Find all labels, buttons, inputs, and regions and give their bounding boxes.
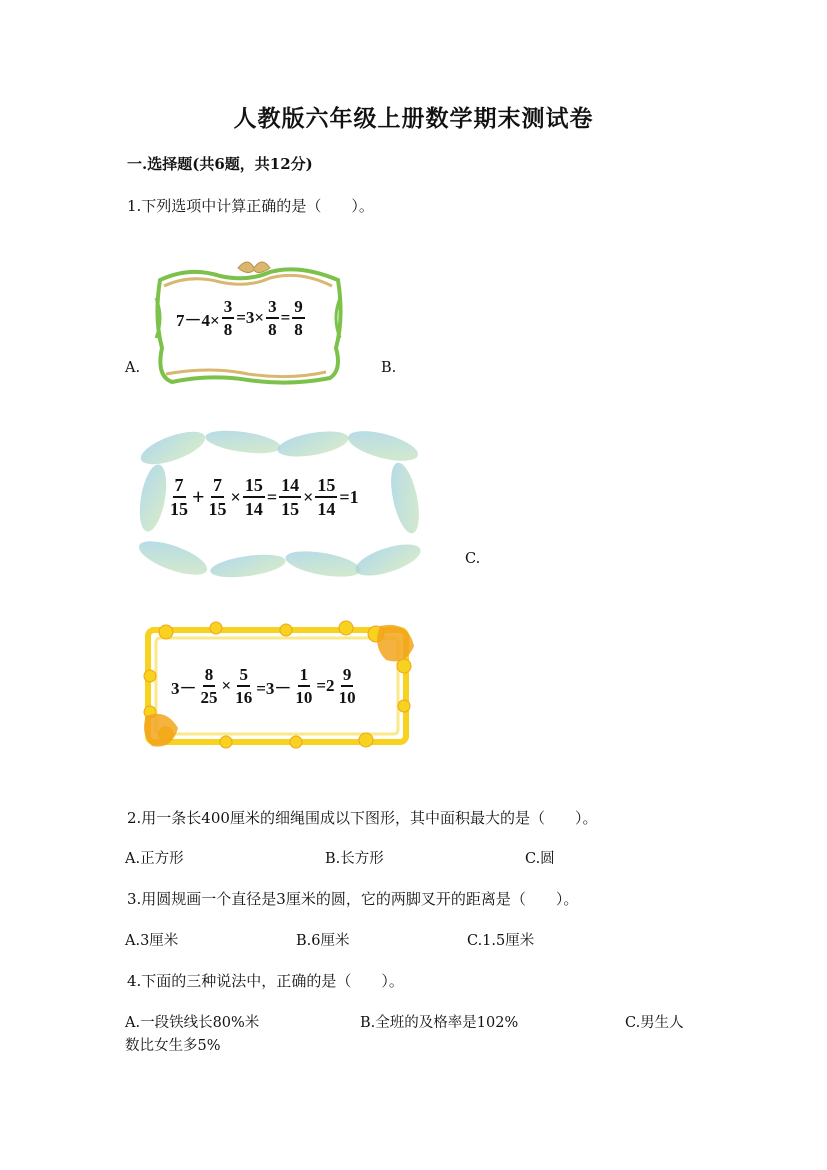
option-b-expression — [167, 476, 360, 518]
numerator: 3 — [266, 298, 279, 319]
expr-b-fraction-4 — [279, 476, 301, 518]
denominator: 14 — [244, 499, 263, 519]
expr-c-fraction-1 — [199, 666, 220, 706]
expr-c-term-4: =2 — [316, 676, 335, 695]
expr-b-term-2: × — [230, 486, 241, 507]
numerator: 9 — [341, 666, 354, 687]
expr-c-fraction-3 — [293, 666, 314, 706]
option-c-image — [136, 616, 418, 754]
denominator: 8 — [294, 320, 303, 339]
denominator: 16 — [235, 688, 253, 707]
expr-b-fraction-1 — [168, 476, 190, 518]
expr-c-term-2: × — [221, 676, 232, 695]
expr-b-fraction-2 — [207, 476, 229, 518]
numerator: 7 — [173, 476, 186, 498]
expr-b-term-5: =1 — [339, 486, 359, 507]
expr-b-term-1: + — [192, 484, 205, 509]
question-2-option-b: B.长方形 — [325, 851, 384, 867]
denominator: 10 — [338, 688, 356, 707]
denominator: 14 — [317, 499, 336, 519]
numerator: 1 — [298, 666, 311, 687]
option-a-expression — [175, 298, 306, 338]
numerator: 14 — [279, 476, 301, 498]
expr-c-fraction-2 — [233, 666, 254, 706]
expr-b-term-3: = — [266, 486, 278, 507]
expr-a-fraction-1 — [222, 298, 235, 338]
question-3-option-a: A.3厘米 — [125, 933, 179, 949]
expr-a-term-2: =3× — [236, 308, 265, 327]
expr-a-fraction-2 — [266, 298, 279, 338]
denominator: 25 — [200, 688, 218, 707]
question-4-option-a: A.一段铁线长80%米 — [125, 1015, 260, 1031]
expr-c-fraction-4 — [337, 666, 358, 706]
expr-c-term-3: =3－ — [256, 678, 292, 698]
question-2-option-a: A.正方形 — [125, 851, 184, 867]
option-a-image — [150, 258, 346, 386]
page-title: 人教版六年级上册数学期末测试卷 — [233, 105, 594, 132]
numerator: 15 — [243, 476, 265, 498]
option-b-image — [133, 428, 423, 580]
denominator: 15 — [208, 499, 227, 519]
question-3-option-b: B.6厘米 — [296, 933, 350, 949]
denominator: 15 — [281, 499, 300, 519]
question-3-stem: 3.用圆规画一个直径是3厘米的圆，它的两脚叉开的距离是（ ）。 — [127, 890, 579, 908]
numerator: 15 — [315, 476, 337, 498]
numerator: 9 — [292, 298, 305, 319]
numerator: 5 — [237, 666, 250, 687]
denominator: 10 — [295, 688, 313, 707]
expr-b-fraction-5 — [315, 476, 337, 518]
question-2-option-c: C.圆 — [525, 851, 555, 867]
section-heading: 一.选择题(共6题，共12分) — [127, 155, 313, 173]
denominator: 8 — [223, 320, 233, 339]
question-1-stem: 1.下列选项中计算正确的是（ ）。 — [127, 197, 374, 215]
expr-b-term-4: × — [303, 486, 314, 507]
denominator: 8 — [268, 320, 277, 339]
expr-a-term-1: 7－4× — [176, 310, 220, 330]
denominator: 15 — [170, 499, 188, 519]
question-4-option-b: B.全班的及格率是102% — [360, 1015, 519, 1031]
expr-b-fraction-3 — [243, 476, 265, 518]
expr-a-term-3: = — [280, 308, 291, 327]
numerator: 8 — [203, 666, 216, 687]
question-4-option-c-line2: 数比女生多5% — [125, 1038, 221, 1054]
expr-a-fraction-3 — [292, 298, 305, 338]
option-b-label: B. — [381, 360, 397, 376]
numerator: 7 — [211, 476, 224, 498]
option-c-expression — [170, 666, 359, 706]
question-3-option-c: C.1.5厘米 — [467, 933, 535, 949]
expr-c-term-1: 3－ — [171, 678, 197, 698]
option-c-label: C. — [465, 551, 481, 567]
numerator: 3 — [222, 298, 235, 319]
option-a-label: A. — [125, 360, 141, 376]
question-4-stem: 4.下面的三种说法中，正确的是（ ）。 — [127, 972, 404, 990]
question-2-stem: 2.用一条长400厘米的细绳围成以下图形，其中面积最大的是（ ）。 — [127, 809, 598, 827]
question-4-option-c-line1: C.男生人 — [625, 1015, 684, 1031]
